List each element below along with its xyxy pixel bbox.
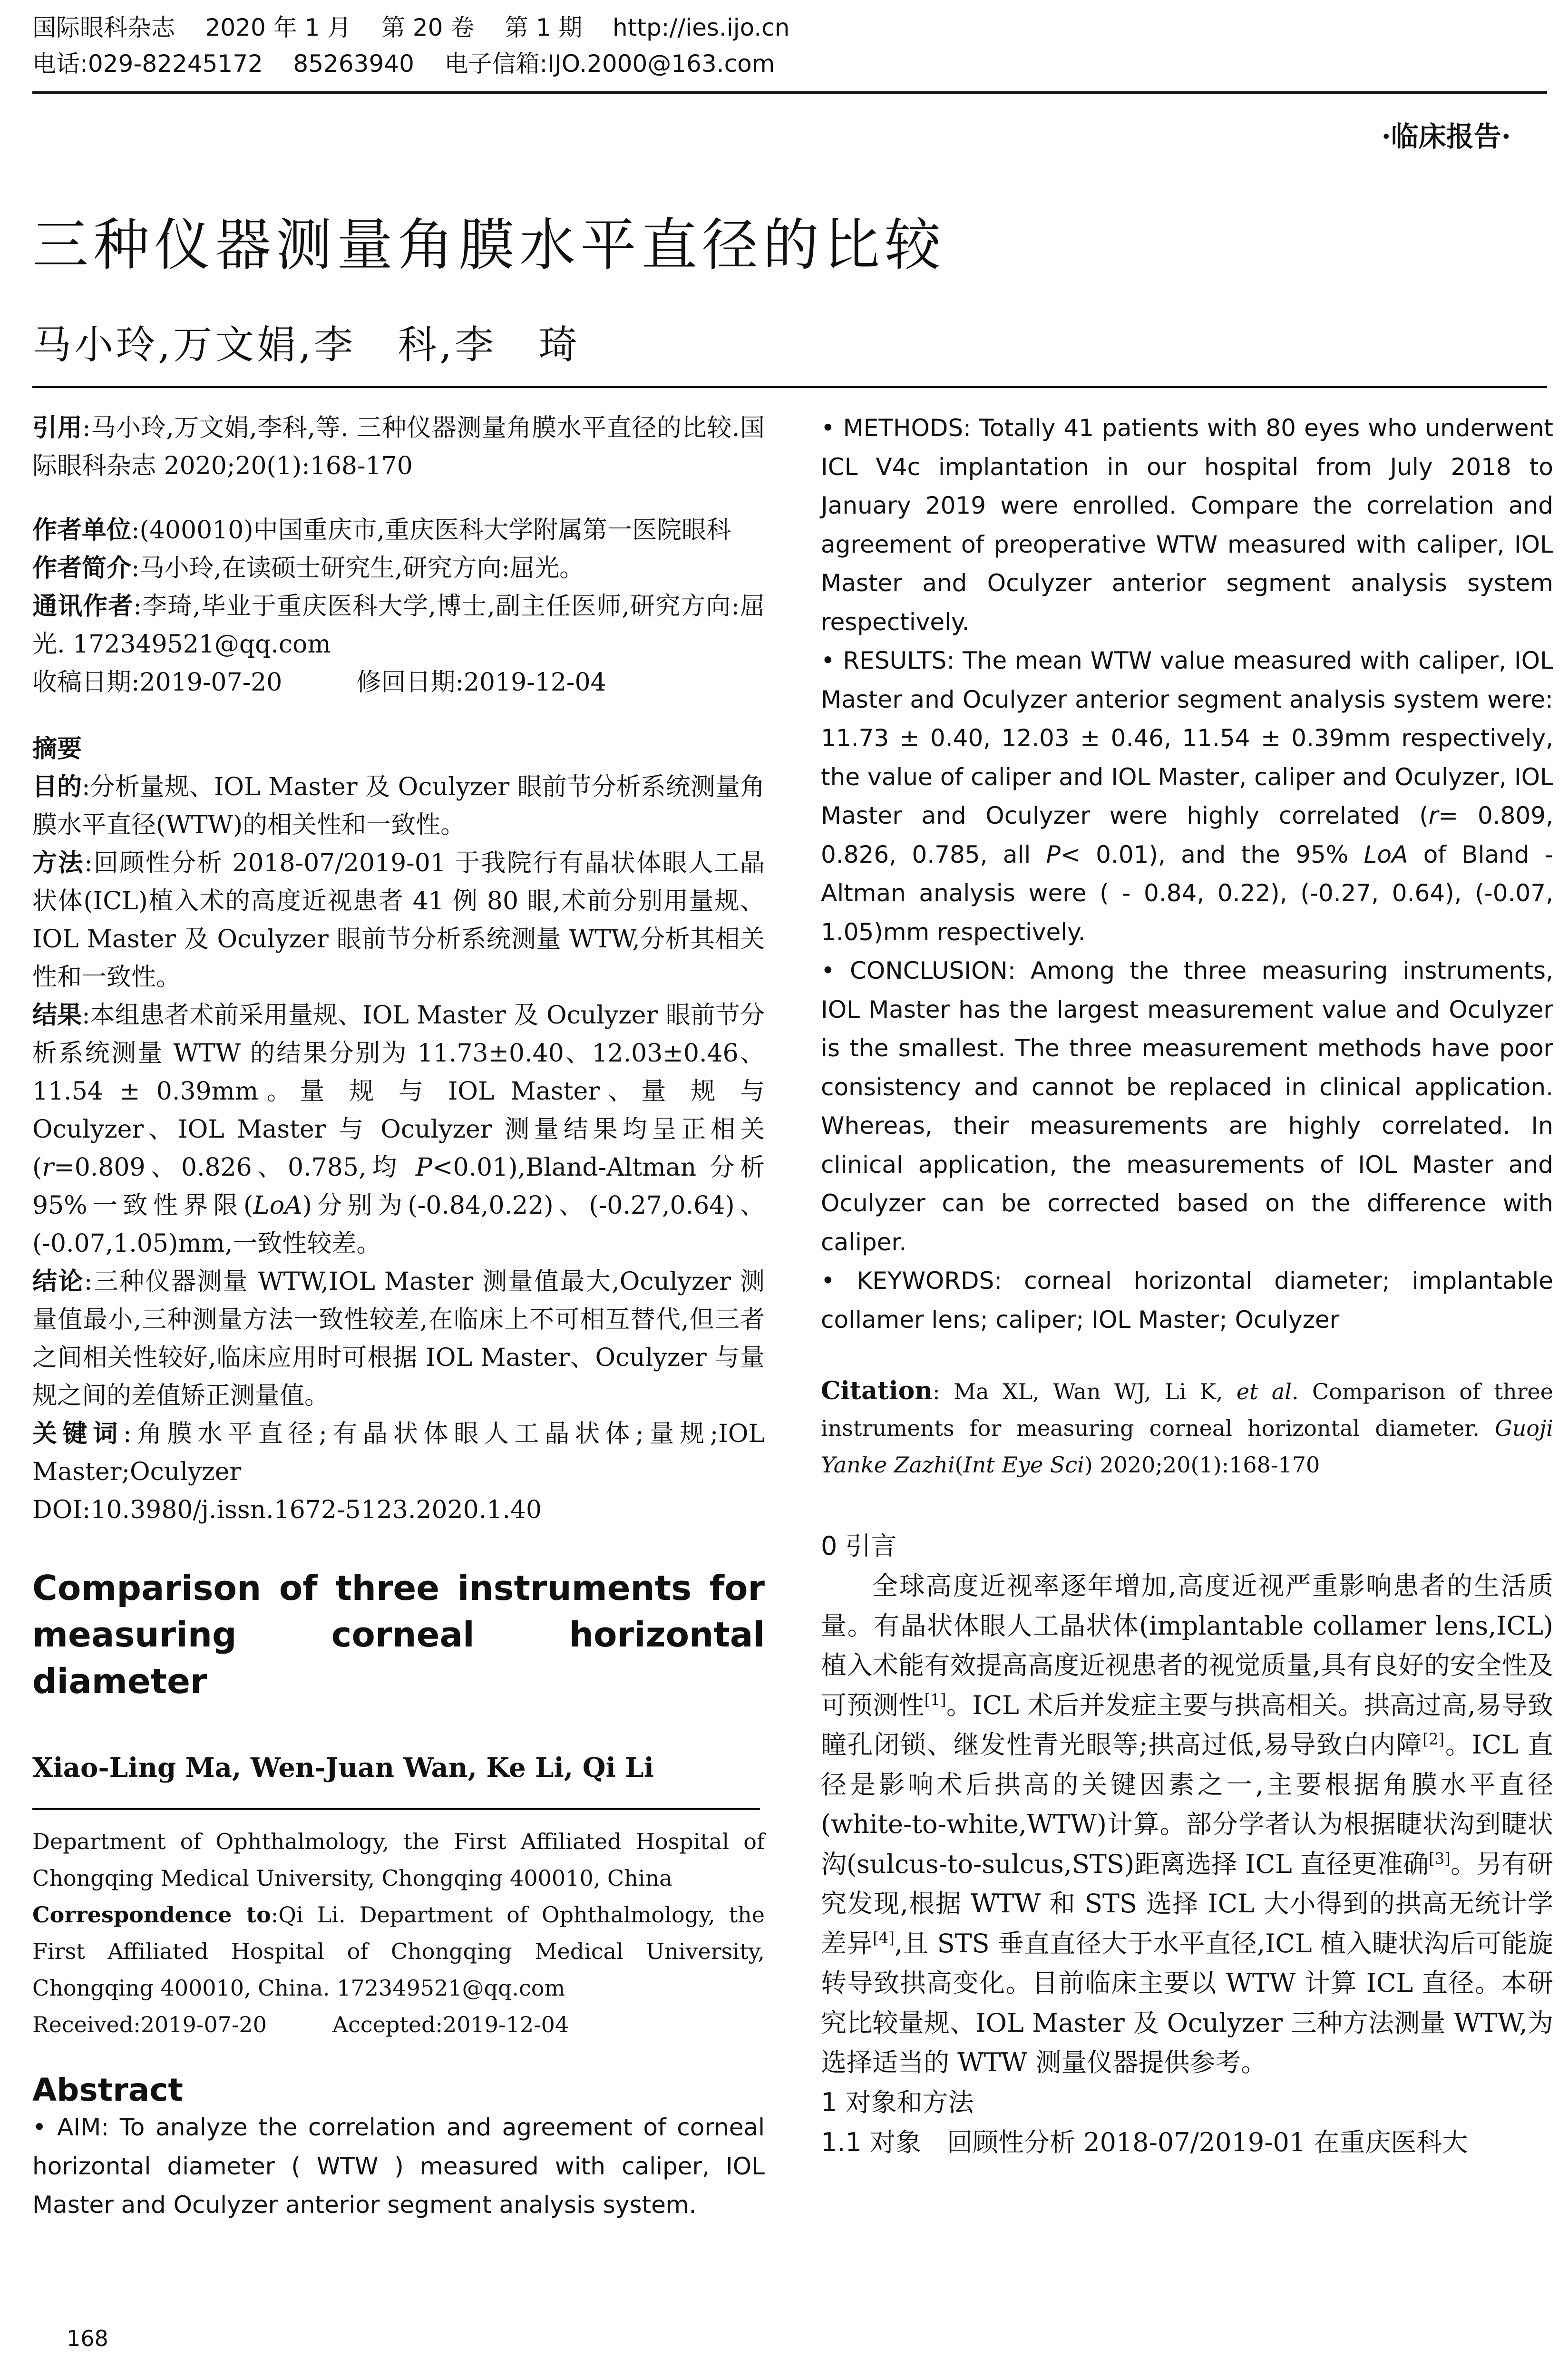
intro-heading: 0 引言	[821, 1531, 897, 1561]
abstract-heading-en: Abstract	[32, 2072, 183, 2108]
received-dates: 收稿日期:2019-07-20 修回日期:2019-12-04	[32, 668, 606, 697]
abstract-aim-en: • AIM: To analyze the correlation and agreement of corneal horizontal diameter ( WTW ) measured with caliper, IOL Master and Oculyzer anterior segment analysis system.	[32, 2114, 765, 2219]
keywords-cn: 关键词:角膜水平直径;有晶状体眼人工晶状体;量规;IOL Master;Oculyzer	[32, 1420, 765, 1486]
abstract-results-en: • RESULTS: The mean WTW value measured with caliper, IOL Master and Oculyzer anterior segment analysis system were: 11.73 ± 0.40, 12.03 ± 0.46, 11.54 ± 0.39mm respectively, the value of caliper and IOL Master, caliper and Oculyzer, IOL Master and Oculyzer were highly correlated (r= 0.809, 0.826, 0.785, all P< 0.01), and the 95% LoA of Bland - Altman analysis were ( - 0.84, 0.22), (-0.27, 0.64), (-0.07, 1.05)mm respectively.	[821, 647, 1554, 946]
page-number: 168	[67, 2326, 108, 2351]
header-rule	[32, 91, 1547, 94]
author-unit: 作者单位:(400010)中国重庆市,重庆医科大学附属第一医院眼科	[32, 516, 731, 545]
right-column	[821, 409, 1553, 2162]
abstract-conclusion-en: • CONCLUSION: Among the three measuring instruments, IOL Master has the largest measurement value and Oculyzer is the smallest. The three measurement methods have poor consistency and cannot be replaced in clinical application. Whereas, their measurements are highly correlated. In clinical application, the measurements of IOL Master and Oculyzer can be corrected based on the difference with caliper.	[821, 957, 1553, 1256]
author-bio: 作者简介:马小玲,在读硕士研究生,研究方向:屈光。	[32, 554, 584, 583]
english-correspondence: Correspondence to:Qi Li. Department of Ophthalmology, the First Affiliated Hospital of Chongqing Medical University, Chongqing 400010, China. 172349521@qq.com	[32, 1902, 765, 2001]
abstract-methods-cn: 方法:回顾性分析 2018-07/2019-01 于我院行有晶状体眼人工晶状体(ICL)植入术的高度近视患者 41 例 80 眼,术前分别用量规、IOL Master 及 Oculyzer 眼前节分析系统测量 WTW,分析其相关性和一致性。	[32, 849, 765, 992]
english-title: Comparison of three instruments for measuring corneal horizontal diameter	[32, 1568, 765, 1701]
abstract-aim-cn: 目的:分析量规、IOL Master 及 Oculyzer 眼前节分析系统测量角膜水平直径(WTW)的相关性和一致性。	[32, 773, 765, 839]
reference-4: [4]	[872, 1929, 895, 1947]
abstract-methods-en: • METHODS: Totally 41 patients with 80 eyes who underwent ICL V4c implantation in our hospital from July 2018 to January 2019 were enrolled. Compare the correlation and agreement of preoperative WTW measured with caliper, IOL Master and Oculyzer anterior segment analysis system respectively.	[821, 414, 1553, 636]
left-column	[32, 409, 765, 2225]
intro-paragraph: 全球高度近视率逐年增加,高度近视严重影响患者的生活质量。有晶状体眼人工晶状体(implantable collamer lens,ICL)植入术能有效提高高度近视患者的视觉质量,具有良好的安全性及可预测性[1]。ICL 术后并发症主要与拱高相关。拱高过高,易导致瞳孔闭锁、继发性青光眼等;拱高过低,易导致白内障[2]。ICL 直径是影响术后拱高的关键因素之一,主要根据角膜水平直径(white-to-white,WTW)计算。部分学者认为根据睫状沟到睫状沟(sulcus-to-sulcus,STS)距离选择 ICL 直径更准确[3]。另有研究发现,根据 WTW 和 STS 选择 ICL 大小得到的拱高无统计学差异[4],且 STS 垂直直径大于水平直径,ICL 植入睫状沟后可能旋转导致拱高变化。目前临床主要以 WTW 计算 ICL 直径。本研究比较量规、IOL Master 及 Oculyzer 三种方法测量 WTW,为选择适当的 WTW 测量仪器提供参考。	[821, 1571, 1554, 2077]
reference-3: [3]	[1429, 1849, 1451, 1868]
doi: DOI:10.3980/j.issn.1672-5123.2020.1.40	[32, 1496, 542, 1524]
keywords-en: • KEYWORDS: corneal horizontal diameter; implantable collamer lens; caliper; IOL Master; Oculyzer	[821, 1267, 1553, 1334]
reference-1: [1]	[924, 1690, 946, 1709]
author-rule	[32, 1808, 760, 1810]
citation-cn: 引用:马小玲,万文娟,李科,等. 三种仪器测量角膜水平直径的比较.国际眼科杂志 2020;20(1):168-170	[32, 414, 765, 480]
title-rule	[32, 386, 1547, 388]
section-tag: ·临床报告·	[1381, 120, 1511, 153]
section-1-1: 1.1 对象 回顾性分析 2018-07/2019-01 在重庆医科大	[821, 2127, 1468, 2157]
article-title: 三种仪器测量角膜水平直径的比较	[32, 212, 946, 278]
english-authors: Xiao-Ling Ma, Wen-Juan Wan, Ke Li, Qi Li	[32, 1752, 654, 1783]
corresponding-author: 通讯作者:李琦,毕业于重庆医科大学,博士,副主任医师,研究方向:屈光. 172349521@qq.com	[32, 592, 765, 659]
abstract-heading-cn: 摘要	[32, 735, 82, 763]
section-1-heading: 1 对象和方法	[821, 2087, 974, 2117]
reference-2: [2]	[1422, 1730, 1445, 1748]
english-dates: Received:2019-07-20 Accepted:2019-12-04	[32, 2012, 569, 2037]
citation-en: Citation: Ma XL, Wan WJ, Li K, et al. Comparison of three instruments for measuring corneal horizontal diameter. Guoji Yanke Zazhi(Int Eye Sci) 2020;20(1):168-170	[821, 1376, 1554, 1478]
journal-header-line1: 国际眼科杂志 2020 年 1 月 第 20 卷 第 1 期 http://ies.ijo.cn	[32, 14, 790, 41]
english-department: Department of Ophthalmology, the First Affiliated Hospital of Chongqing Medical University, Chongqing 400010, China	[32, 1829, 765, 1891]
journal-header-line2: 电话:029-82245172 85263940 电子信箱:IJO.2000@163.com	[32, 50, 775, 78]
abstract-results-cn: 结果:本组患者术前采用量规、IOL Master 及 Oculyzer 眼前节分析系统测量 WTW 的结果分别为 11.73±0.40、12.03±0.46、11.54 ± 0.39mm。量 规 与 IOL Master、量 规 与 Oculyzer、IOL Master 与 Oculyzer 测量结果均呈正相关(r=0.809、0.826、0.785,均 P<0.01),Bland-Altman 分析 95%一致性界限(LoA)分别为(-0.84,0.22)、(-0.27,0.64)、(-0.07,1.05)mm,一致性较差。	[32, 1001, 765, 1258]
abstract-conclusion-cn: 结论:三种仪器测量 WTW,IOL Master 测量值最大,Oculyzer 测量值最小,三种测量方法一致性较差,在临床上不可相互替代,但三者之间相关性较好,临床应用时可根据 IOL Master、Oculyzer 与量规之间的差值矫正测量值。	[32, 1267, 765, 1410]
article-authors: 马小玲,万文娟,李 科,李 琦	[32, 322, 581, 368]
